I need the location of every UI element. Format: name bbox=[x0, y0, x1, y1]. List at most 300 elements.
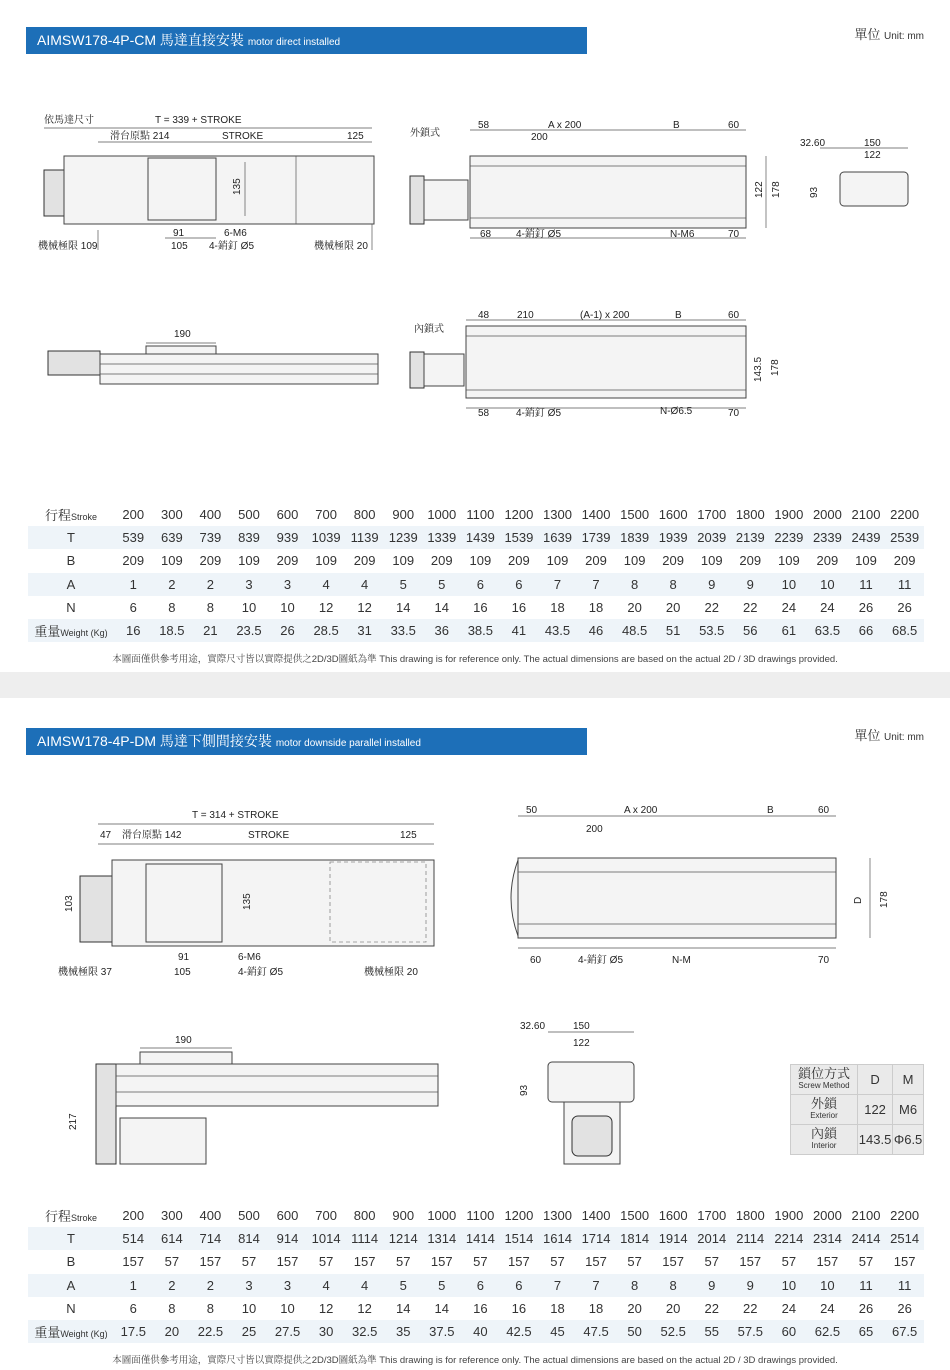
s2-d70: 70 bbox=[818, 955, 830, 966]
table-cell: 1800 bbox=[735, 1208, 765, 1224]
s2-d50: 50 bbox=[526, 805, 538, 816]
table-cell: 209 bbox=[122, 553, 145, 569]
row-header: B bbox=[66, 553, 76, 569]
screw-header-row: 鎖位方式 Screw Method D M bbox=[791, 1065, 924, 1095]
table-cell: 6 bbox=[129, 599, 137, 615]
table-cell: 33.5 bbox=[384, 619, 423, 642]
table-cell: 16 bbox=[511, 599, 527, 615]
table-cell: 209 bbox=[199, 553, 222, 569]
s1-ax200: A x 200 bbox=[548, 120, 582, 131]
table-cell: 1500 bbox=[620, 507, 650, 523]
table-cell: 3 bbox=[230, 1274, 269, 1297]
table-cell: 1000 bbox=[427, 1208, 457, 1224]
table-cell: 2100 bbox=[851, 1208, 881, 1224]
table-cell: 2 bbox=[191, 573, 230, 596]
table-cell: 20 bbox=[665, 599, 681, 615]
table-cell: 57 bbox=[858, 1254, 874, 1270]
table-cell: 400 bbox=[199, 507, 222, 523]
s2-limit-left: 機械極限 37 bbox=[58, 967, 112, 978]
table-cell: 30 bbox=[307, 1320, 346, 1343]
table-cell: 22 bbox=[743, 1300, 758, 1316]
table-cell: 16 bbox=[473, 599, 488, 615]
section1-title-zh: 馬達直接安裝 bbox=[159, 32, 244, 48]
table-cell: 1439 bbox=[461, 526, 500, 549]
table-cell: 6 bbox=[500, 573, 539, 596]
table-cell: 57 bbox=[781, 1254, 797, 1270]
table-cell: 1014 bbox=[307, 1227, 346, 1250]
s2-d91: 91 bbox=[178, 952, 190, 963]
table-cell: 109 bbox=[160, 553, 183, 569]
row-header: N bbox=[66, 599, 76, 615]
table-cell: 1714 bbox=[577, 1227, 616, 1250]
table-cell: 157 bbox=[276, 1254, 299, 1270]
table-cell: 209 bbox=[739, 553, 762, 569]
table-cell: 12 bbox=[357, 599, 372, 615]
row-header: T bbox=[28, 1227, 114, 1250]
s1-origin: 滑台原點 214 bbox=[110, 131, 170, 142]
table-cell: 157 bbox=[816, 1254, 839, 1270]
table-cell: 209 bbox=[893, 553, 916, 569]
table-cell: 7 bbox=[538, 1274, 577, 1297]
table-cell: 10 bbox=[280, 1300, 295, 1316]
table-row bbox=[28, 1297, 924, 1320]
table-cell: 7 bbox=[577, 573, 616, 596]
table-cell: 800 bbox=[353, 507, 376, 523]
table-cell: 700 bbox=[315, 507, 337, 523]
table-cell: 2000 bbox=[812, 507, 842, 523]
s1-d48: 48 bbox=[478, 310, 490, 321]
s1-d70b: 70 bbox=[728, 408, 740, 419]
table-cell: 1339 bbox=[423, 526, 462, 549]
table-cell: 14 bbox=[395, 1300, 411, 1316]
table-row bbox=[28, 1204, 924, 1227]
table-cell: 8 bbox=[168, 1300, 176, 1316]
table-cell: 209 bbox=[585, 553, 607, 569]
table-cell: 32.5 bbox=[345, 1320, 384, 1343]
table-cell: 2139 bbox=[731, 526, 770, 549]
table-cell: 1139 bbox=[345, 526, 384, 549]
table-cell: 21 bbox=[191, 619, 230, 642]
s1-d60: 60 bbox=[728, 120, 740, 131]
s1-limit-right: 機械極限 20 bbox=[314, 241, 368, 252]
section1-title-band bbox=[26, 27, 587, 54]
table-cell: 2339 bbox=[808, 526, 847, 549]
table-cell: 1600 bbox=[658, 507, 688, 523]
screw-row-exterior: 外鎖 Exterior 122 M6 bbox=[791, 1095, 924, 1125]
s2-ax200: A x 200 bbox=[624, 805, 658, 816]
table-cell: 26 bbox=[897, 599, 912, 615]
section1-model: AIMSW178-4P-CM bbox=[37, 32, 157, 48]
table-cell: 18 bbox=[550, 1300, 565, 1316]
table-cell: 6 bbox=[461, 1274, 500, 1297]
table-cell: 8 bbox=[615, 1274, 654, 1297]
table-cell: 157 bbox=[585, 1254, 607, 1270]
row-header: 行程Stroke bbox=[44, 508, 98, 524]
table-cell: 20 bbox=[627, 599, 642, 615]
table-cell: 26 bbox=[897, 1300, 912, 1316]
table-row bbox=[28, 1227, 924, 1250]
table-cell: 1639 bbox=[538, 526, 577, 549]
table-cell: 2314 bbox=[808, 1227, 847, 1250]
table-cell: 2200 bbox=[890, 1208, 920, 1224]
table-cell: 4 bbox=[307, 1274, 346, 1297]
table-cell: 24 bbox=[781, 599, 797, 615]
table-cell: 1600 bbox=[658, 1208, 688, 1224]
s1-stroke: STROKE bbox=[222, 131, 264, 142]
s1-d60b: 60 bbox=[728, 310, 740, 321]
table-cell: 14 bbox=[434, 599, 450, 615]
s2-d125: 125 bbox=[400, 830, 417, 841]
s1-b2: B bbox=[675, 310, 682, 321]
table-cell: 10 bbox=[241, 1300, 257, 1316]
table-cell: 16 bbox=[511, 1300, 527, 1316]
table-cell: 1114 bbox=[345, 1227, 384, 1250]
table-cell: 10 bbox=[770, 1274, 809, 1297]
table-cell: 35 bbox=[384, 1320, 423, 1343]
table-cell: 7 bbox=[577, 1274, 616, 1297]
table-cell: 67.5 bbox=[885, 1320, 924, 1343]
s2-front-view bbox=[511, 805, 890, 966]
s2-limit-right: 機械極限 20 bbox=[364, 967, 418, 978]
s1-d3260: 32.60 bbox=[800, 138, 826, 149]
table-cell: 1100 bbox=[466, 1208, 495, 1224]
table-cell: 9 bbox=[692, 573, 731, 596]
table-cell: 500 bbox=[238, 507, 260, 523]
s2-b: B bbox=[767, 805, 774, 816]
section1-title-en: motor direct installed bbox=[247, 37, 341, 48]
table-cell: 2 bbox=[153, 1274, 192, 1297]
table-cell: 4 bbox=[345, 573, 384, 596]
table-cell: 900 bbox=[392, 1208, 415, 1224]
table-cell: 10 bbox=[808, 573, 847, 596]
table-cell: 209 bbox=[816, 553, 839, 569]
table-cell: 27.5 bbox=[268, 1320, 307, 1343]
table-cell: 2039 bbox=[692, 526, 731, 549]
table-cell: 23.5 bbox=[230, 619, 269, 642]
table-cell: 200 bbox=[122, 1208, 145, 1224]
table-row bbox=[28, 549, 924, 572]
table-cell: 10 bbox=[770, 573, 809, 596]
s1-d178: 178 bbox=[771, 181, 782, 198]
table-cell: 639 bbox=[153, 526, 192, 549]
s1-exterior: 外鎖式 bbox=[410, 128, 440, 139]
table-cell: 38.5 bbox=[461, 619, 500, 642]
table-cell: 3 bbox=[268, 1274, 307, 1297]
table-cell: 1039 bbox=[307, 526, 346, 549]
table-cell: 8 bbox=[206, 599, 215, 615]
table-cell: 600 bbox=[276, 1208, 299, 1224]
table-cell: 109 bbox=[855, 553, 877, 569]
s2-d178: 178 bbox=[879, 891, 890, 908]
table-cell: 5 bbox=[423, 1274, 462, 1297]
table-cell: 1400 bbox=[581, 1208, 611, 1224]
table-row bbox=[28, 573, 924, 596]
s1-end-view bbox=[800, 138, 908, 206]
table-cell: 209 bbox=[430, 553, 453, 569]
table-cell: 12 bbox=[357, 1300, 372, 1316]
table-cell: 514 bbox=[114, 1227, 153, 1250]
table-cell: 9 bbox=[692, 1274, 731, 1297]
row-header: B bbox=[66, 1254, 76, 1270]
section2-spec-table bbox=[28, 1204, 924, 1343]
table-cell: 4 bbox=[345, 1274, 384, 1297]
table-cell: 1 bbox=[114, 1274, 153, 1297]
table-cell: 22 bbox=[704, 599, 719, 615]
section-divider bbox=[0, 672, 950, 698]
table-cell: 57 bbox=[704, 1254, 719, 1270]
table-cell: 300 bbox=[160, 507, 183, 523]
table-cell: 109 bbox=[546, 553, 569, 569]
table-cell: 4 bbox=[307, 573, 346, 596]
table-cell: 3 bbox=[268, 573, 307, 596]
table-cell: 6 bbox=[500, 1274, 539, 1297]
table-cell: 400 bbox=[199, 1208, 222, 1224]
table-cell: 2214 bbox=[770, 1227, 809, 1250]
table-cell: 1900 bbox=[774, 507, 804, 523]
table-cell: 109 bbox=[700, 553, 723, 569]
table-cell: 2439 bbox=[847, 526, 886, 549]
s1-d58b: 58 bbox=[478, 408, 490, 419]
table-cell: 739 bbox=[191, 526, 230, 549]
table-cell: 42.5 bbox=[500, 1320, 539, 1343]
s1-side-view bbox=[48, 329, 378, 384]
table-cell: 47.5 bbox=[577, 1320, 616, 1343]
table-cell: 3 bbox=[230, 573, 269, 596]
table-cell: 24 bbox=[820, 599, 835, 615]
table-cell: 25 bbox=[230, 1320, 269, 1343]
table-cell: 2514 bbox=[885, 1227, 924, 1250]
s1-d93: 93 bbox=[809, 186, 820, 198]
screw-method-table bbox=[790, 1064, 924, 1155]
table-cell: 12 bbox=[318, 599, 334, 615]
table-cell: 157 bbox=[430, 1254, 453, 1270]
s2-d150: 150 bbox=[573, 1021, 590, 1032]
s1-d1435: 143.5 bbox=[753, 356, 764, 382]
table-cell: 1200 bbox=[504, 507, 534, 523]
table-cell: 109 bbox=[315, 553, 337, 569]
table-cell: 2414 bbox=[847, 1227, 886, 1250]
table-cell: 157 bbox=[353, 1254, 376, 1270]
s1-d150: 150 bbox=[864, 138, 881, 149]
section1-drawings bbox=[0, 100, 950, 420]
section2-note: 本圖面僅供參考用途，實際尺寸皆以實際提供之2D/3D圖紙為準 This drawing is for reference only. The actual dimensions are based on the actual 2D / 3D drawings provided. bbox=[112, 1355, 838, 1366]
table-cell: 61 bbox=[770, 619, 809, 642]
table-cell: 55 bbox=[692, 1320, 731, 1343]
s2-d3260: 32.60 bbox=[520, 1021, 546, 1032]
table-cell: 1300 bbox=[543, 507, 572, 523]
table-cell: 1100 bbox=[466, 507, 495, 523]
s2-d47: 47 bbox=[100, 830, 112, 841]
s1-d70: 70 bbox=[728, 229, 740, 240]
s2-side-view bbox=[68, 1035, 438, 1164]
s2-dd: D bbox=[853, 896, 864, 904]
s2-m6: 6-M6 bbox=[238, 952, 261, 963]
table-cell: 26 bbox=[858, 599, 874, 615]
table-cell: 57 bbox=[473, 1254, 488, 1270]
s2-d93: 93 bbox=[519, 1084, 530, 1096]
table-cell: 1214 bbox=[384, 1227, 423, 1250]
table-cell: 57 bbox=[241, 1254, 257, 1270]
table-cell: 2100 bbox=[851, 507, 881, 523]
table-cell: 1239 bbox=[384, 526, 423, 549]
table-cell: 22.5 bbox=[191, 1320, 230, 1343]
s1-b: B bbox=[673, 120, 680, 131]
s2-d60: 60 bbox=[818, 805, 830, 816]
table-row bbox=[28, 1250, 924, 1273]
s1-d122b: 122 bbox=[864, 150, 881, 161]
table-cell: 18.5 bbox=[153, 619, 192, 642]
row-header: T bbox=[28, 526, 114, 549]
table-cell: 8 bbox=[206, 1300, 215, 1316]
table-cell: 56 bbox=[731, 619, 770, 642]
s2-pin: 4-銷釘 Ø5 bbox=[238, 967, 284, 978]
table-cell: 31 bbox=[345, 619, 384, 642]
s1-top-view bbox=[38, 113, 374, 252]
screw-row-interior: 內鎖 Interior 143.5 Φ6.5 bbox=[791, 1125, 924, 1155]
table-cell: 1414 bbox=[461, 1227, 500, 1250]
s2-top-view bbox=[58, 810, 434, 978]
table-cell: 51 bbox=[654, 619, 693, 642]
table-cell: 17.5 bbox=[114, 1320, 153, 1343]
table-cell: 2539 bbox=[885, 526, 924, 549]
table-cell: 300 bbox=[160, 1208, 183, 1224]
table-cell: 109 bbox=[392, 553, 415, 569]
table-cell: 1514 bbox=[500, 1227, 539, 1250]
table-cell: 50 bbox=[615, 1320, 654, 1343]
table-cell: 5 bbox=[423, 573, 462, 596]
table-cell: 157 bbox=[508, 1254, 530, 1270]
table-cell: 839 bbox=[230, 526, 269, 549]
section2-unit: 單位 Unit: mm bbox=[854, 728, 924, 743]
table-cell: 1300 bbox=[543, 1208, 572, 1224]
table-cell: 14 bbox=[395, 599, 411, 615]
table-cell: 11 bbox=[885, 573, 924, 596]
table-cell: 1200 bbox=[504, 1208, 534, 1224]
s2-total: T = 314 + STROKE bbox=[192, 810, 279, 821]
section1-spec-table bbox=[28, 503, 924, 642]
table-cell: 157 bbox=[739, 1254, 762, 1270]
table-cell: 209 bbox=[353, 553, 376, 569]
table-cell: 11 bbox=[847, 1274, 886, 1297]
table-cell: 939 bbox=[268, 526, 307, 549]
s1-interior: 內鎖式 bbox=[414, 324, 444, 335]
table-cell: 40 bbox=[461, 1320, 500, 1343]
table-row bbox=[28, 1274, 924, 1297]
table-cell: 18 bbox=[588, 1300, 604, 1316]
table-cell: 1814 bbox=[615, 1227, 654, 1250]
table-cell: 9 bbox=[731, 573, 770, 596]
table-cell: 2014 bbox=[692, 1227, 731, 1250]
s2-d190: 190 bbox=[175, 1035, 192, 1046]
table-cell: 1914 bbox=[654, 1227, 693, 1250]
table-cell: 57 bbox=[627, 1254, 642, 1270]
table-cell: 43.5 bbox=[538, 619, 577, 642]
s1-d200: 200 bbox=[531, 132, 548, 143]
table-cell: 109 bbox=[623, 553, 646, 569]
s2-d105: 105 bbox=[174, 967, 191, 978]
table-cell: 66 bbox=[847, 619, 886, 642]
table-cell: 1900 bbox=[774, 1208, 804, 1224]
table-cell: 109 bbox=[777, 553, 800, 569]
s2-origin: 滑台原點 142 bbox=[122, 830, 182, 841]
table-cell: 22 bbox=[743, 599, 758, 615]
table-cell: 1700 bbox=[697, 507, 727, 523]
s2-stroke: STROKE bbox=[248, 830, 290, 841]
row-header: A bbox=[28, 573, 114, 596]
table-cell: 8 bbox=[168, 599, 176, 615]
table-cell: 53.5 bbox=[692, 619, 731, 642]
s1-exterior-view bbox=[410, 120, 782, 240]
table-cell: 209 bbox=[508, 553, 530, 569]
s1-d105: 105 bbox=[171, 241, 188, 252]
table-cell: 45 bbox=[538, 1320, 577, 1343]
table-cell: 10 bbox=[808, 1274, 847, 1297]
section2-model: AIMSW178-4P-DM bbox=[37, 733, 157, 749]
table-row bbox=[28, 596, 924, 619]
table-cell: 10 bbox=[241, 599, 257, 615]
table-cell: 6 bbox=[461, 573, 500, 596]
s1-n65: N-Ø6.5 bbox=[660, 406, 693, 417]
table-cell: 16 bbox=[114, 619, 153, 642]
table-cell: 6 bbox=[129, 1300, 137, 1316]
table-cell: 8 bbox=[654, 1274, 693, 1297]
table-cell: 1800 bbox=[735, 507, 765, 523]
table-cell: 1400 bbox=[581, 507, 611, 523]
table-cell: 14 bbox=[434, 1300, 450, 1316]
table-cell: 57 bbox=[395, 1254, 411, 1270]
table-cell: 24 bbox=[820, 1300, 835, 1316]
table-cell: 900 bbox=[392, 507, 415, 523]
table-cell: 700 bbox=[315, 1208, 337, 1224]
s1-limit-left: 機械極限 109 bbox=[38, 241, 98, 252]
s2-pin2: 4-銷釘 Ø5 bbox=[578, 955, 624, 966]
s2-nm: N-M bbox=[672, 955, 691, 966]
table-cell: 2000 bbox=[812, 1208, 842, 1224]
table-cell: 46 bbox=[577, 619, 616, 642]
s2-d60b: 60 bbox=[530, 955, 542, 966]
table-cell: 109 bbox=[238, 553, 260, 569]
section1-unit: 單位 Unit: mm bbox=[854, 27, 924, 42]
section2-title-en: motor downside parallel installed bbox=[275, 738, 421, 749]
table-cell: 41 bbox=[500, 619, 539, 642]
s1-d178b: 178 bbox=[770, 359, 781, 376]
table-cell: 20 bbox=[665, 1300, 681, 1316]
table-cell: 614 bbox=[153, 1227, 192, 1250]
table-cell: 5 bbox=[384, 573, 423, 596]
table-row bbox=[28, 526, 924, 549]
table-cell: 60 bbox=[770, 1320, 809, 1343]
table-cell: 1700 bbox=[697, 1208, 727, 1224]
s1-d58: 58 bbox=[478, 120, 490, 131]
table-cell: 52.5 bbox=[654, 1320, 693, 1343]
table-cell: 36 bbox=[423, 619, 462, 642]
s2-d103: 103 bbox=[64, 895, 75, 912]
table-cell: 57 bbox=[164, 1254, 180, 1270]
s1-interior-view bbox=[410, 310, 781, 419]
table-cell: 57 bbox=[550, 1254, 565, 1270]
table-cell: 1939 bbox=[654, 526, 693, 549]
s2-end-view bbox=[519, 1021, 634, 1164]
row-header: 行程Stroke bbox=[44, 1209, 98, 1225]
table-cell: 65 bbox=[847, 1320, 886, 1343]
table-cell: 10 bbox=[280, 599, 295, 615]
table-cell: 200 bbox=[122, 507, 145, 523]
table-cell: 62.5 bbox=[808, 1320, 847, 1343]
s1-d210: 210 bbox=[517, 310, 534, 321]
table-cell: 24 bbox=[781, 1300, 797, 1316]
table-cell: 63.5 bbox=[808, 619, 847, 642]
s2-d135: 135 bbox=[242, 893, 253, 910]
